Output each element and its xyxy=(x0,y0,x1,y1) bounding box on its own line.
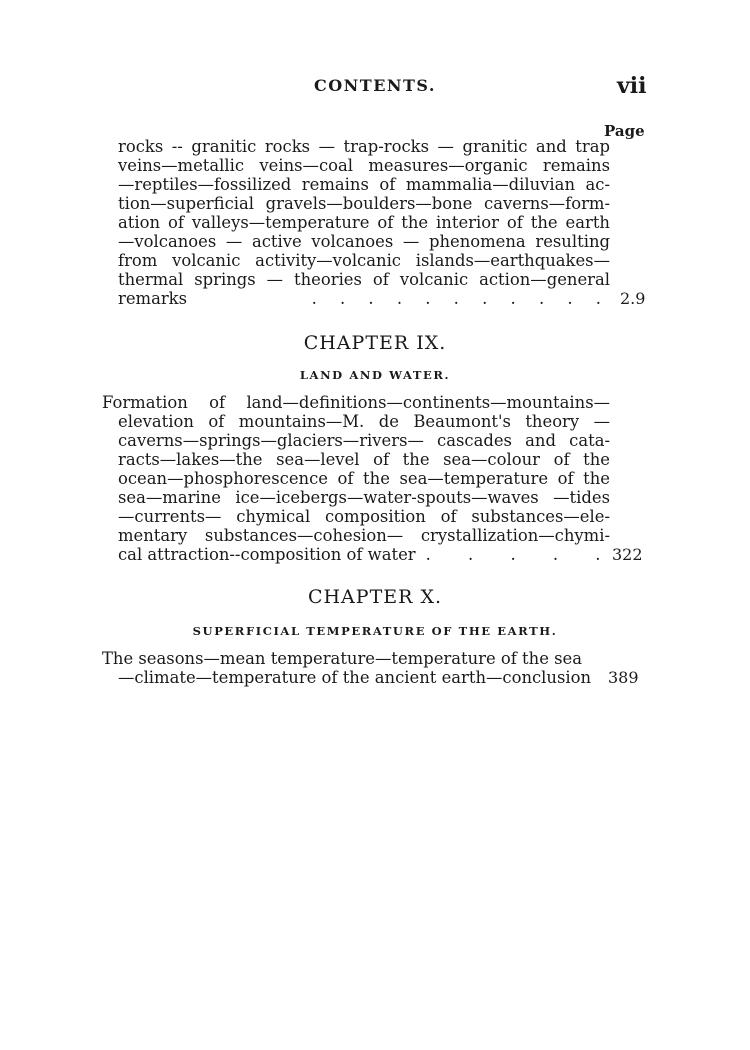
entry-page-number: 389 xyxy=(608,668,639,687)
entry-line: —reptiles—fossilized remains of mammalia—diluvian ac- xyxy=(118,175,610,194)
entry-last-line xyxy=(118,289,610,308)
page-column-label: Page xyxy=(604,122,645,140)
entry-page-number: 2.9 xyxy=(620,289,646,308)
entry-last-text: cal attraction--composition of water xyxy=(118,545,416,564)
entry-line: Formation of land—definitions—continents—mountains— xyxy=(102,393,610,412)
entry-line: veins—metallic veins—coal measures—organic remains xyxy=(118,156,610,175)
entry-line: rocks -- granitic rocks — trap-rocks — granitic and trap xyxy=(118,137,610,156)
chapter-subtitle: SUPERFICIAL TEMPERATURE OF THE EARTH. xyxy=(192,624,558,638)
entry-line: ocean—phosphorescence of the sea—temperature of the xyxy=(118,469,610,488)
running-head-title: CONTENTS. xyxy=(314,76,436,95)
entry-line: mentary substances—cohesion— crystallization—chymi- xyxy=(118,526,610,545)
contents-entry-chapter-ix xyxy=(102,393,617,564)
dot-leaders: . . . . . xyxy=(425,545,617,564)
entry-line: thermal springs — theories of volcanic action—general xyxy=(118,270,610,289)
page-folio: vii xyxy=(617,73,647,99)
entry-line: tion—superficial gravels—boulders—bone caverns—form- xyxy=(118,194,610,213)
entry-line: —climate—temperature of the ancient earth—conclusion xyxy=(118,668,592,687)
entry-page-number: 322 xyxy=(612,545,643,564)
contents-entry-viii-continued xyxy=(118,137,610,308)
entry-line: caverns—springs—glaciers—rivers— cascades and cata- xyxy=(118,431,610,450)
entry-line: from volcanic activity—volcanic islands—earthquakes— xyxy=(118,251,610,270)
chapter-subtitle: LAND AND WATER. xyxy=(299,368,451,382)
entry-line: —volcanoes — active volcanoes — phenomena resulting xyxy=(118,232,610,251)
dot-leaders: . . . . . . . . . . . xyxy=(311,289,610,308)
entry-line: elevation of mountains—M. de Beaumont's theory — xyxy=(118,412,610,431)
chapter-heading: CHAPTER IX. xyxy=(303,332,447,354)
entry-line: ation of valleys—temperature of the interior of the earth xyxy=(118,213,610,232)
contents-entry-chapter-x xyxy=(102,649,602,687)
entry-line: sea—marine ice—icebergs—water-spouts—waves —tides xyxy=(118,488,610,507)
entry-line: racts—lakes—the sea—level of the sea—colour of the xyxy=(118,450,610,469)
entry-last-text: remarks xyxy=(118,289,188,308)
chapter-heading: CHAPTER X. xyxy=(307,586,443,608)
entry-line: —currents— chymical composition of substances—ele- xyxy=(118,507,610,526)
entry-last-line xyxy=(102,545,617,564)
running-head xyxy=(0,73,750,100)
entry-line: The seasons—mean temperature—temperature of the sea xyxy=(102,649,582,668)
